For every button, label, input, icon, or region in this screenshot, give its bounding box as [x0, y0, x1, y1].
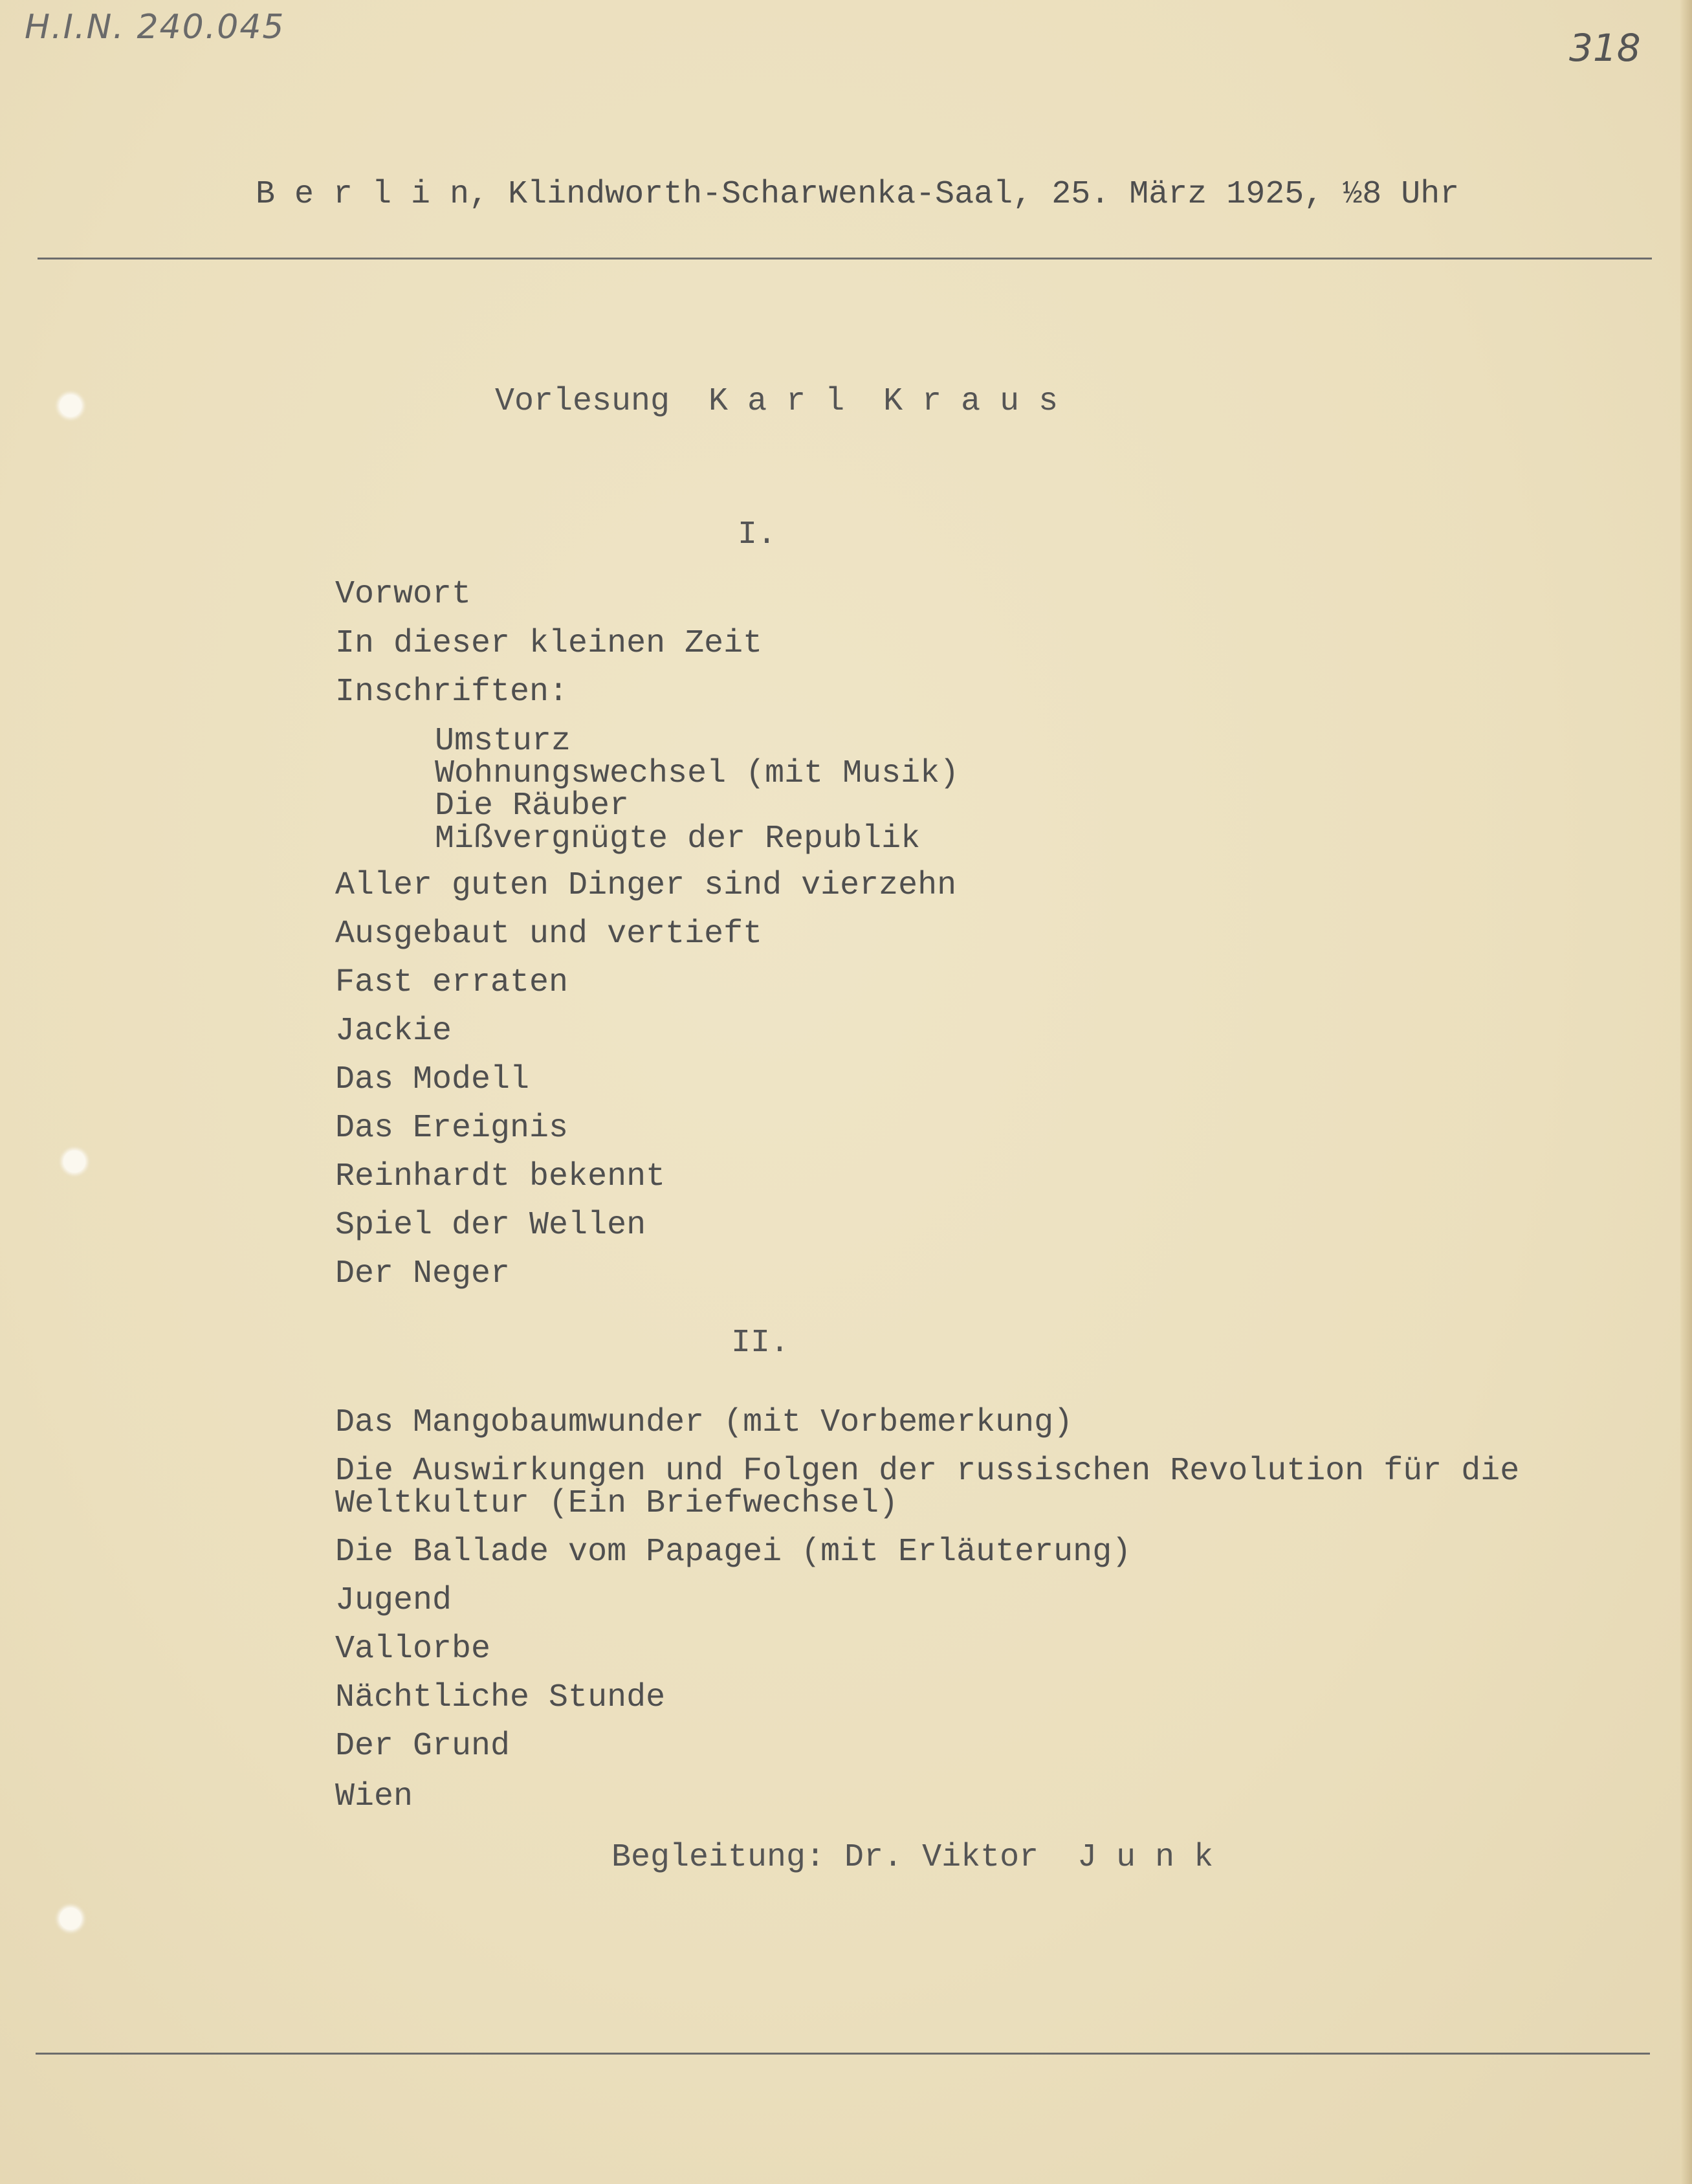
punch-hole [60, 395, 82, 417]
program-item: Das Mangobaumwunder (mit Vorbemerkung) [335, 1404, 1073, 1441]
program-item: Inschriften: [335, 674, 569, 711]
paper-edge [1680, 0, 1692, 2184]
header-rule [38, 258, 1652, 259]
program-item: Vallorbe [335, 1631, 491, 1668]
punch-hole [63, 1151, 85, 1173]
program-item: Wien [335, 1778, 413, 1815]
inscription-item: Mißvergnügte der Republik [435, 821, 921, 857]
venue-line: B e r l i n, Klindworth-Scharwenka-Saal, 25. März 1925, ½8 Uhr [256, 176, 1460, 213]
folio-number: 318 [1569, 26, 1641, 70]
inscription-item: Wohnungswechsel (mit Musik) [435, 755, 960, 792]
punch-hole [60, 1908, 82, 1930]
program-item: Reinhardt bekennt [335, 1158, 666, 1195]
inscription-item: Umsturz [435, 723, 571, 760]
program-item: Ausgebaut und vertieft [335, 916, 763, 953]
program-item: Vorwort [335, 576, 472, 613]
program-item: Die Auswirkungen und Folgen der russischen Revolution für die [335, 1453, 1520, 1490]
inscription-item: Die Räuber [435, 788, 630, 824]
program-item: Die Ballade vom Papagei (mit Erläuterung) [335, 1534, 1132, 1571]
section-heading-two: II. [731, 1325, 790, 1362]
program-item: Fast erraten [335, 964, 569, 1001]
accompaniment-line: Begleitung: Dr. Viktor J u n k [611, 1839, 1214, 1876]
program-item: In dieser kleinen Zeit [335, 625, 763, 662]
program-item: Spiel der Wellen [335, 1207, 646, 1244]
program-item: Jugend [335, 1582, 452, 1619]
program-item: Der Grund [335, 1728, 511, 1765]
program-item: Das Modell [335, 1061, 530, 1098]
program-item: Der Neger [335, 1255, 511, 1292]
footer-rule [36, 2053, 1650, 2055]
program-item: Aller guten Dinger sind vierzehn [335, 867, 957, 904]
archive-mark: H.I.N. 240.045 [25, 8, 285, 47]
page-title: Vorlesung K a r l K r a u s [495, 383, 1059, 420]
program-item: Jackie [335, 1013, 452, 1050]
program-item: Weltkultur (Ein Briefwechsel) [335, 1485, 899, 1522]
section-heading-one: I. [738, 516, 777, 553]
program-item: Nächtliche Stunde [335, 1679, 666, 1716]
program-item: Das Ereignis [335, 1110, 569, 1147]
